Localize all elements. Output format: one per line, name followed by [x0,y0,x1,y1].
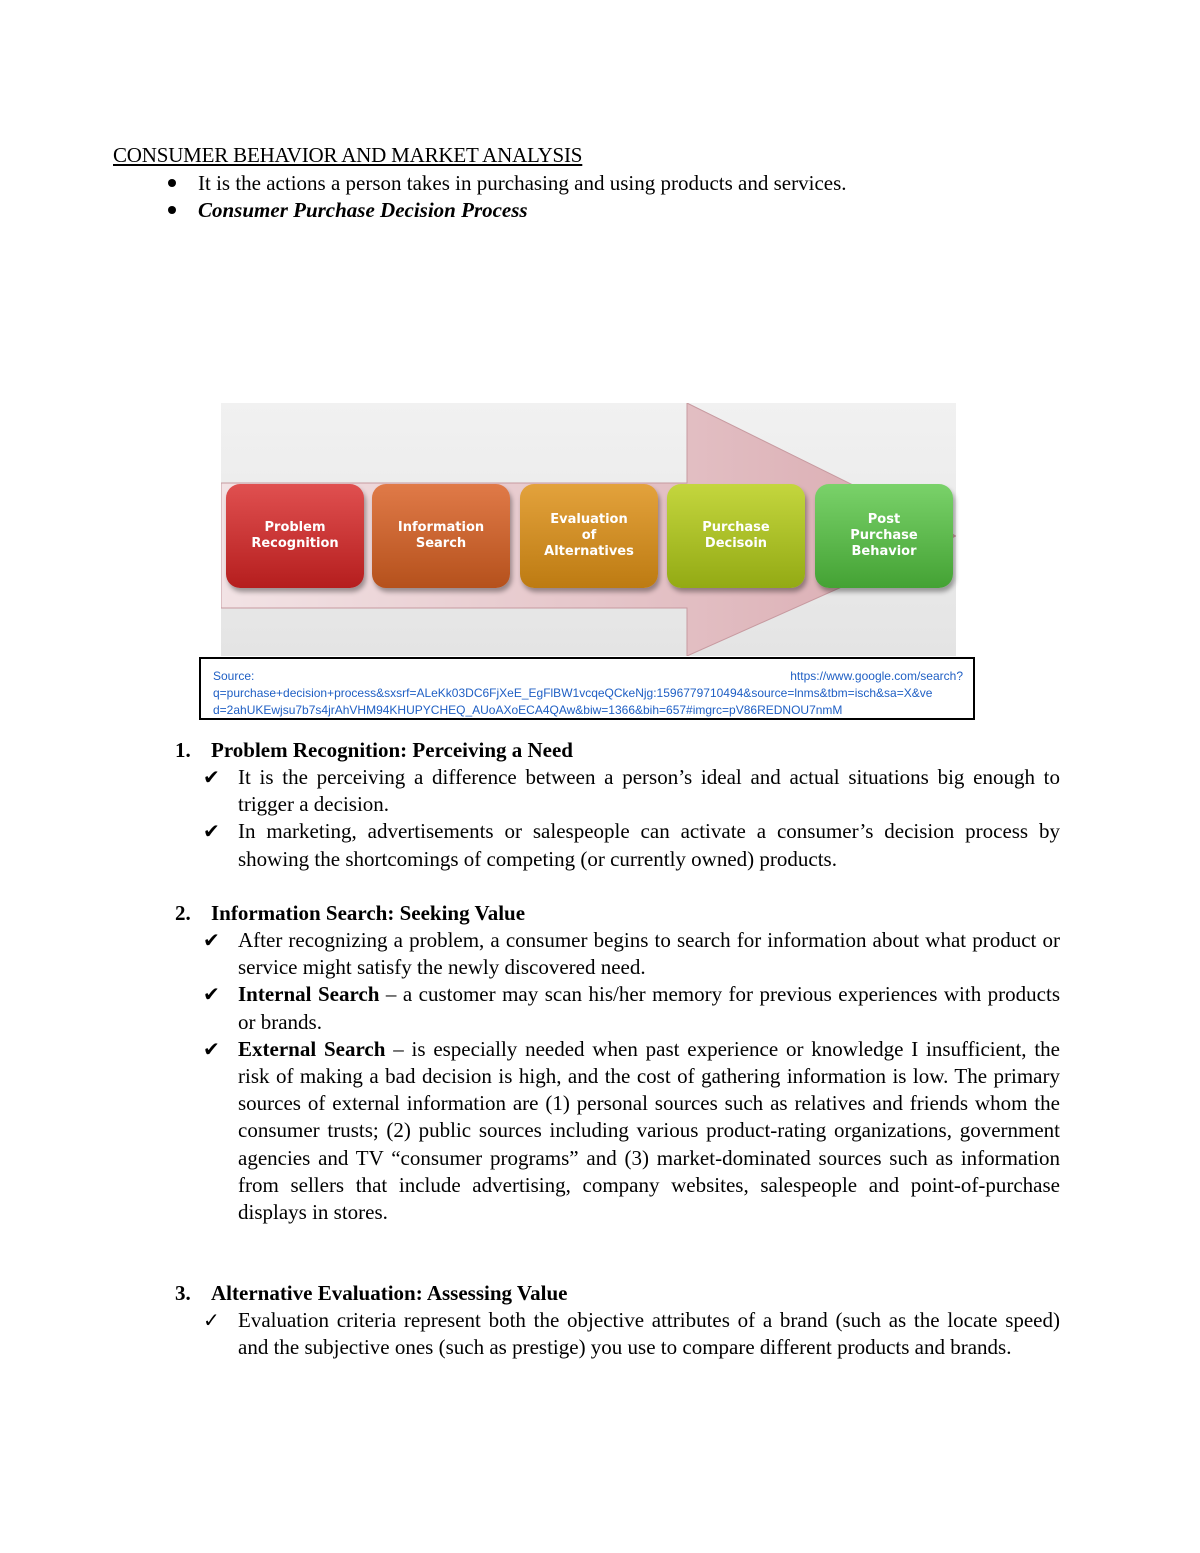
stage-problem-recognition: Problem Recognition [226,484,364,588]
bullet-icon [168,206,176,214]
section-heading: 3. Alternative Evaluation: Assessing Value [175,1281,568,1305]
section-heading: 2. Information Search: Seeking Value [175,901,526,925]
checkmark-icon: ✔ [203,765,220,789]
list-item: ✓ Evaluation criteria represent both the objective attributes of a brand (such as the locate speed) and the subjective ones (such as prestige) you use to compare different products and brands. [203,1308,1060,1360]
list-item: ✔ External Search – is especially needed when past experience or knowledge I insufficient, the risk of making a bad decision is high, and the cost of gathering information is low. The primary sources of external information are (1) personal sources such as relatives and friends whom the consumer trusts; (2) public sources including various product-rating organizations, government agencies and TV “consumer programs” and (3) market-dominated sources such as information from sellers that include advertising, company websites, salespeople and point-of-purchase displays in stores. [203,1036,1060,1225]
list-item: ✔ Internal Search – a customer may scan his/her memory for previous experiences with products or brands. [203,982,1060,1034]
checkmark-icon: ✓ [203,1308,220,1332]
intro-list [160,170,847,224]
stage-post-purchase-behavior: Post Purchase Behavior [815,484,953,588]
checkmark-icon: ✔ [203,982,220,1007]
term-external-search: External Search [238,1036,386,1061]
item-list [175,927,1060,1226]
term-internal-search: Internal Search [238,982,380,1007]
bullet-icon [168,179,176,187]
section-problem-recognition [175,737,1060,873]
intro-item: It is the actions a person takes in purchasing and using products and services. [160,170,847,197]
list-item: ✔ After recognizing a problem, a consumer begins to search for information about what product or service might satisfy the newly discovered need. [203,928,1060,980]
source-citation [199,657,975,720]
stage-purchase-decision: Purchase Decisoin [667,484,805,588]
section-heading: 1. Problem Recognition: Perceiving a Need [175,738,573,762]
checkmark-icon: ✔ [203,928,220,952]
list-item: ✔ In marketing, advertisements or salespeople can activate a consumer’s decision process by showing the shortcomings of competing (or currently owned) products. [203,819,1060,871]
source-url-line[interactable]: q=purchase+decision+process&sxsrf=ALeKk03DC6FjXeE_EgFlBW1vcqeQCkeNjg:1596779710494&source=lnms&tbm=isch&sa=X&ve [213,686,933,700]
intro-item: Consumer Purchase Decision Process [160,197,847,224]
checkmark-icon: ✔ [203,819,220,844]
checkmark-icon: ✔ [203,1036,220,1061]
source-url-line[interactable]: d=2ahUKEwjsu7b7s4jrAhVHM94KHUPYCHEQ_AUoAXoECA4QAw&biw=1366&bih=657#imgrc=pV86REDNOU7nmM [213,703,843,717]
section-information-search [175,900,1060,1226]
stage-information-search: Information Search [372,484,510,588]
section-alternative-evaluation [175,1280,1060,1361]
stage-evaluation-of-alternatives: Evaluation of Alternatives [520,484,658,588]
list-item: ✔ It is the perceiving a difference between a person’s ideal and actual situations big enough to trigger a decision. [203,765,1060,817]
page-title: CONSUMER BEHAVIOR AND MARKET ANALYSIS [113,143,583,167]
source-label: Source: [213,669,255,683]
decision-process-diagram [221,403,956,656]
item-list [175,1307,1060,1361]
item-list [175,764,1060,873]
source-url-start[interactable]: https://www.google.com/search? [790,669,963,683]
